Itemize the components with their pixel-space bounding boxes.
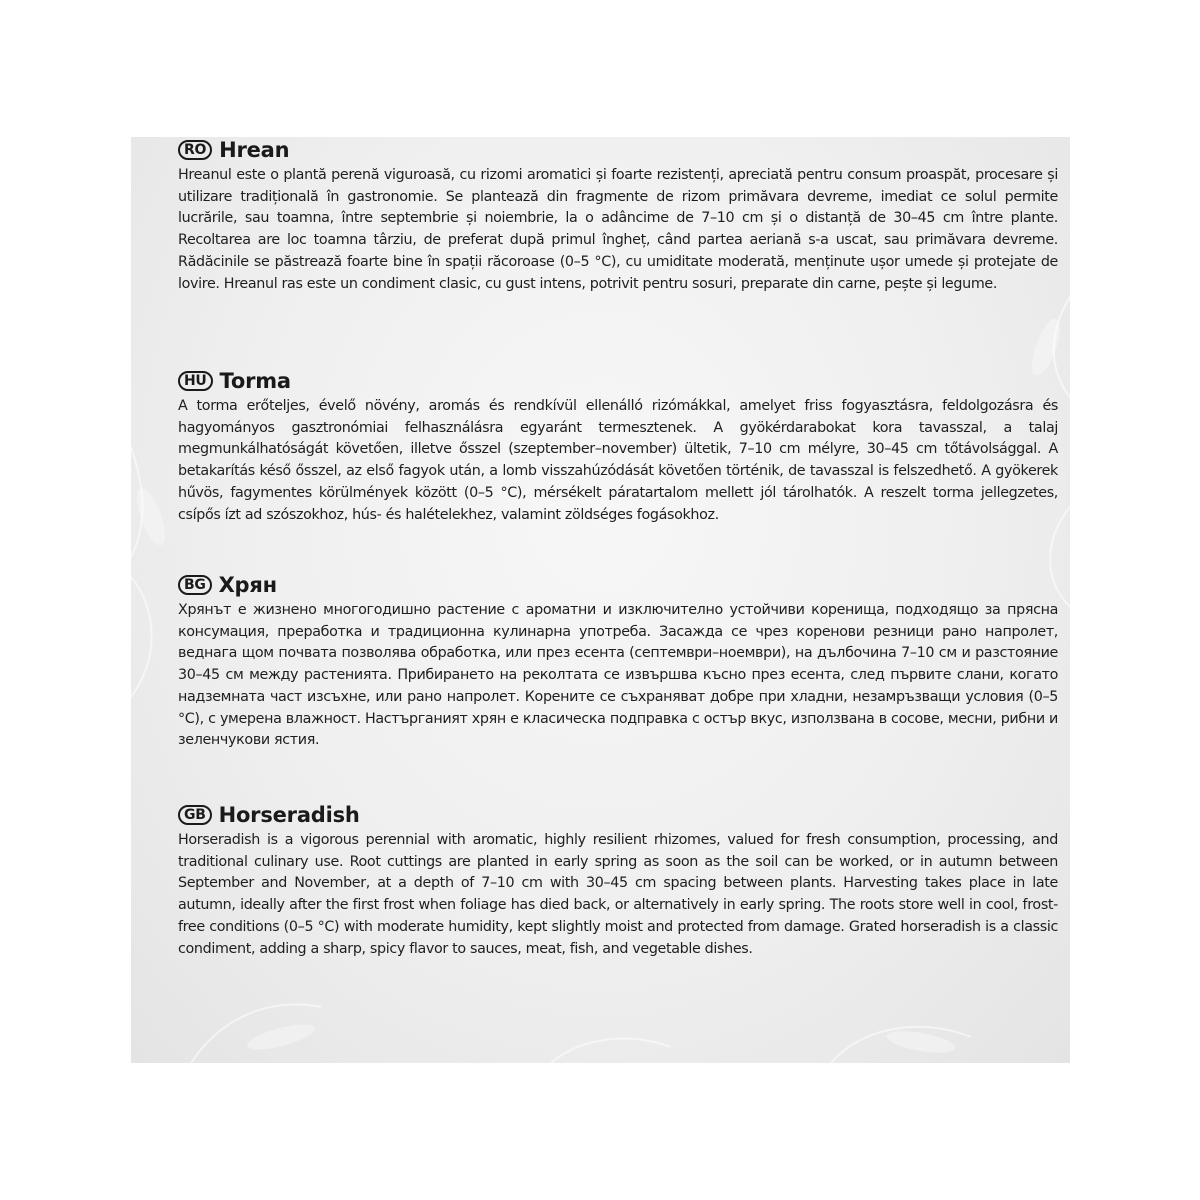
info-panel	[131, 137, 1070, 1063]
language-badge: RO	[178, 140, 212, 160]
section-hungarian	[178, 368, 1058, 526]
section-heading	[178, 137, 1058, 163]
section-title: Torma	[219, 369, 291, 393]
section-text: Хрянът е жизнено многогодишно растение с ароматни и изключително устойчиви коренища, подходящо за прясна консумация, преработка и традиционна кулинарна употреба. Засажда се чрез коренови резници рано напролет, веднага щом почвата позволява обработка, или през есента (септември–ноември), на дълбочина 7–10 см и разстояние 30–45 см между растенията. Прибирането на реколтата се извършва късно през есента, след първите слани, когато надземната част изсъхне, или рано напролет. Корените се съхраняват добре при хладни, незамръзващи условия (0–5 °C), с умерена влажност. Настърганият хрян е класическа подправка с остър вкус, използвана в сосове, месни, рибни и зеленчукови ястия.	[178, 602, 1058, 749]
language-badge: HU	[178, 371, 213, 391]
language-badge: GB	[178, 805, 212, 825]
section-text: Hreanul este o plantă perenă viguroasă, cu rizomi aromatici și foarte rezistenți, apreciată pentru consum proaspăt, procesare și utilizare tradițională în gastronomie. Se plantează din fragmente de rizom primăvara devreme, imediat ce solul permite lucrările, sau toamna, între septembrie și noiembrie, la o adâncime de 7–10 cm și o distanță de 30–45 cm între plante. Recoltarea are loc toamna târziu, de preferat după primul îngheț, când partea aeriană s-a uscat, sau primăvara devreme. Rădăcinile se păstrează foarte bine în spații răcoroase (0–5 °C), cu umiditate moderată, menținute ușor umede și protejate de lovire. Hreanul ras este un condiment clasic, cu gust intens, potrivit pentru sosuri, preparate din carne, pește și legume.	[178, 167, 1058, 292]
section-title: Horseradish	[218, 803, 360, 827]
section-english	[178, 802, 1058, 960]
section-romanian	[178, 137, 1058, 295]
section-title: Хрян	[218, 573, 277, 597]
section-heading	[178, 802, 1058, 828]
section-text: Horseradish is a vigorous perennial with aromatic, highly resilient rhizomes, valued for fresh consumption, processing, and traditional culinary use. Root cuttings are planted in early spring as soon as the soil can be worked, or in autumn between September and November, at a depth of 7–10 cm with 30–45 cm spacing between plants. Harvesting takes place in late autumn, ideally after the first frost when foliage has died back, or alternatively in early spring. The roots store well in cool, frost-free conditions (0–5 °C) with moderate humidity, kept slightly moist and protected from damage. Grated horseradish is a classic condiment, adding a sharp, spicy flavor to sauces, meat, fish, and vegetable dishes.	[178, 832, 1058, 957]
section-bulgarian	[178, 572, 1058, 752]
section-title: Hrean	[219, 138, 290, 162]
section-heading	[178, 572, 1058, 598]
section-heading	[178, 368, 1058, 394]
section-text: A torma erőteljes, évelő növény, aromás és rendkívül ellenálló rizómákkal, amelyet friss fogyasztásra, feldolgozásra és hagyományos gasztronómiai felhasználásra egyaránt termesztenek. A gyökérdarabokat kora tavasszal, a talaj megmunkálhatóságát követően, illetve ősszel (szeptember–november) ültetik, 7–10 cm mélyre, 30–45 cm tőtávolsággal. A betakarítás késő ősszel, az első fagyok után, a lomb visszahúzódását követően történik, de tavasszal is felszedhető. A gyökerek hűvös, fagymentes körülmények között (0–5 °C), mérsékelt páratartalom mellett jól tárolhatók. A reszelt torma jellegzetes, csípős ízt ad szószokhoz, hús- és halételekhez, valamint zöldséges fogásokhoz.	[178, 398, 1058, 523]
language-badge: BG	[178, 575, 212, 595]
